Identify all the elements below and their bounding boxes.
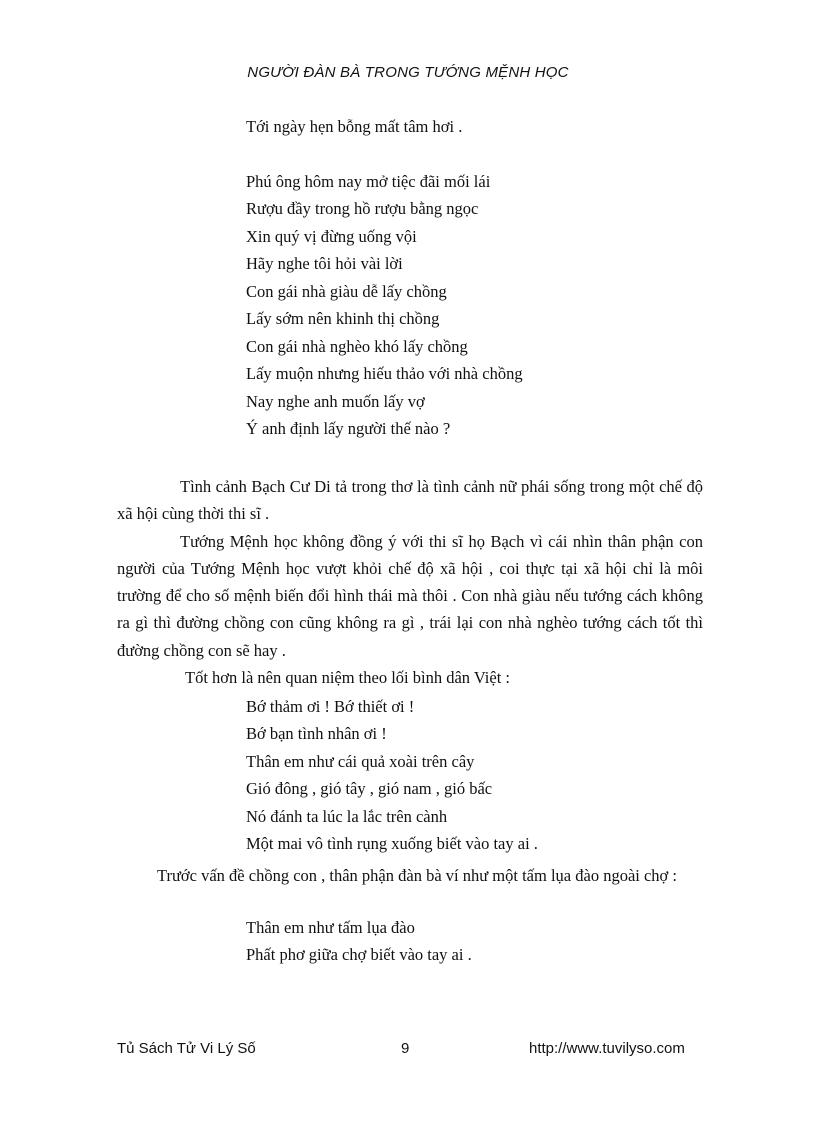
paragraph-tuong-menh-hoc: Tướng Mệnh học không đồng ý với thi sĩ họ Bạch vì cái nhìn thân phận con người của Tướng Mệnh học vượt khỏi chế độ xã hội , coi thực tại xã hội chỉ là môi trường để cho số mệnh biến đổi hình thái mà thôi . Con nhà giàu nếu tướng cách không ra gì thì đường chồng con cũng không ra gì , trái lại con nhà nghèo tướng cách tốt thì đường chồng con sẽ hay . [117, 531, 703, 660]
poem-line: Lấy sớm nên khinh thị chồng [246, 309, 440, 328]
poem-line: Xin quý vị đừng uống vội [246, 227, 417, 246]
poem-line: Thân em như tấm lụa đào [246, 918, 415, 937]
prose-block [117, 473, 703, 691]
poem-line: Lấy muộn nhưng hiếu thảo với nhà chồng [246, 364, 523, 383]
paragraph-lua-dao: Trước vấn đề chồng con , thân phận đàn bà ví như một tấm lụa đào ngoài chợ : [157, 866, 677, 885]
poem-line: Phú ông hôm nay mở tiệc đãi mối lái [246, 172, 491, 191]
poem-line: Con gái nhà giàu dễ lấy chồng [246, 282, 447, 301]
poem-line: Con gái nhà nghèo khó lấy chồng [246, 337, 468, 356]
poem-line: Gió đông , gió tây , gió nam , gió bấc [246, 779, 493, 798]
running-header: NGƯỜI ĐÀN BÀ TRONG TƯỚNG MỆNH HỌC [247, 64, 569, 81]
prose-block-2 [117, 862, 703, 889]
paragraph-binh-dan: Tốt hơn là nên quan niệm theo lối bình dân Việt : [185, 668, 510, 688]
poem-line: Nay nghe anh muốn lấy vợ [246, 392, 425, 411]
poem-line: Ý anh định lấy người thế nào ? [246, 419, 451, 438]
poem-line: Tới ngày hẹn bỗng mất tâm hơi . [246, 117, 463, 136]
footer-book-title: Tủ Sách Tử Vi Lý Số [117, 1040, 256, 1057]
poem-line: Bớ thảm ơi ! Bớ thiết ơi ! [246, 697, 415, 716]
poem-line: Hãy nghe tôi hỏi vài lời [246, 254, 403, 273]
poem-line: Bớ bạn tình nhân ơi ! [246, 724, 387, 743]
footer-url-link[interactable]: http://www.tuvilyso.com [529, 1040, 685, 1057]
page-number: 9 [401, 1040, 410, 1057]
paragraph-bach-cu-di: Tình cảnh Bạch Cư Di tả trong thơ là tình cảnh nữ phái sống trong một chế độ xã hội cùng thời thi sĩ . [117, 477, 703, 524]
poem-line: Thân em như cái quả xoài trên cây [246, 752, 475, 771]
poem-line: Một mai vô tình rụng xuống biết vào tay ai . [246, 834, 538, 853]
poem-line: Nó đánh ta lúc la lắc trên cành [246, 807, 448, 826]
poem-line: Rượu đầy trong hồ rượu bằng ngọc [246, 199, 479, 218]
poem-line: Phất phơ giữa chợ biết vào tay ai . [246, 945, 472, 964]
